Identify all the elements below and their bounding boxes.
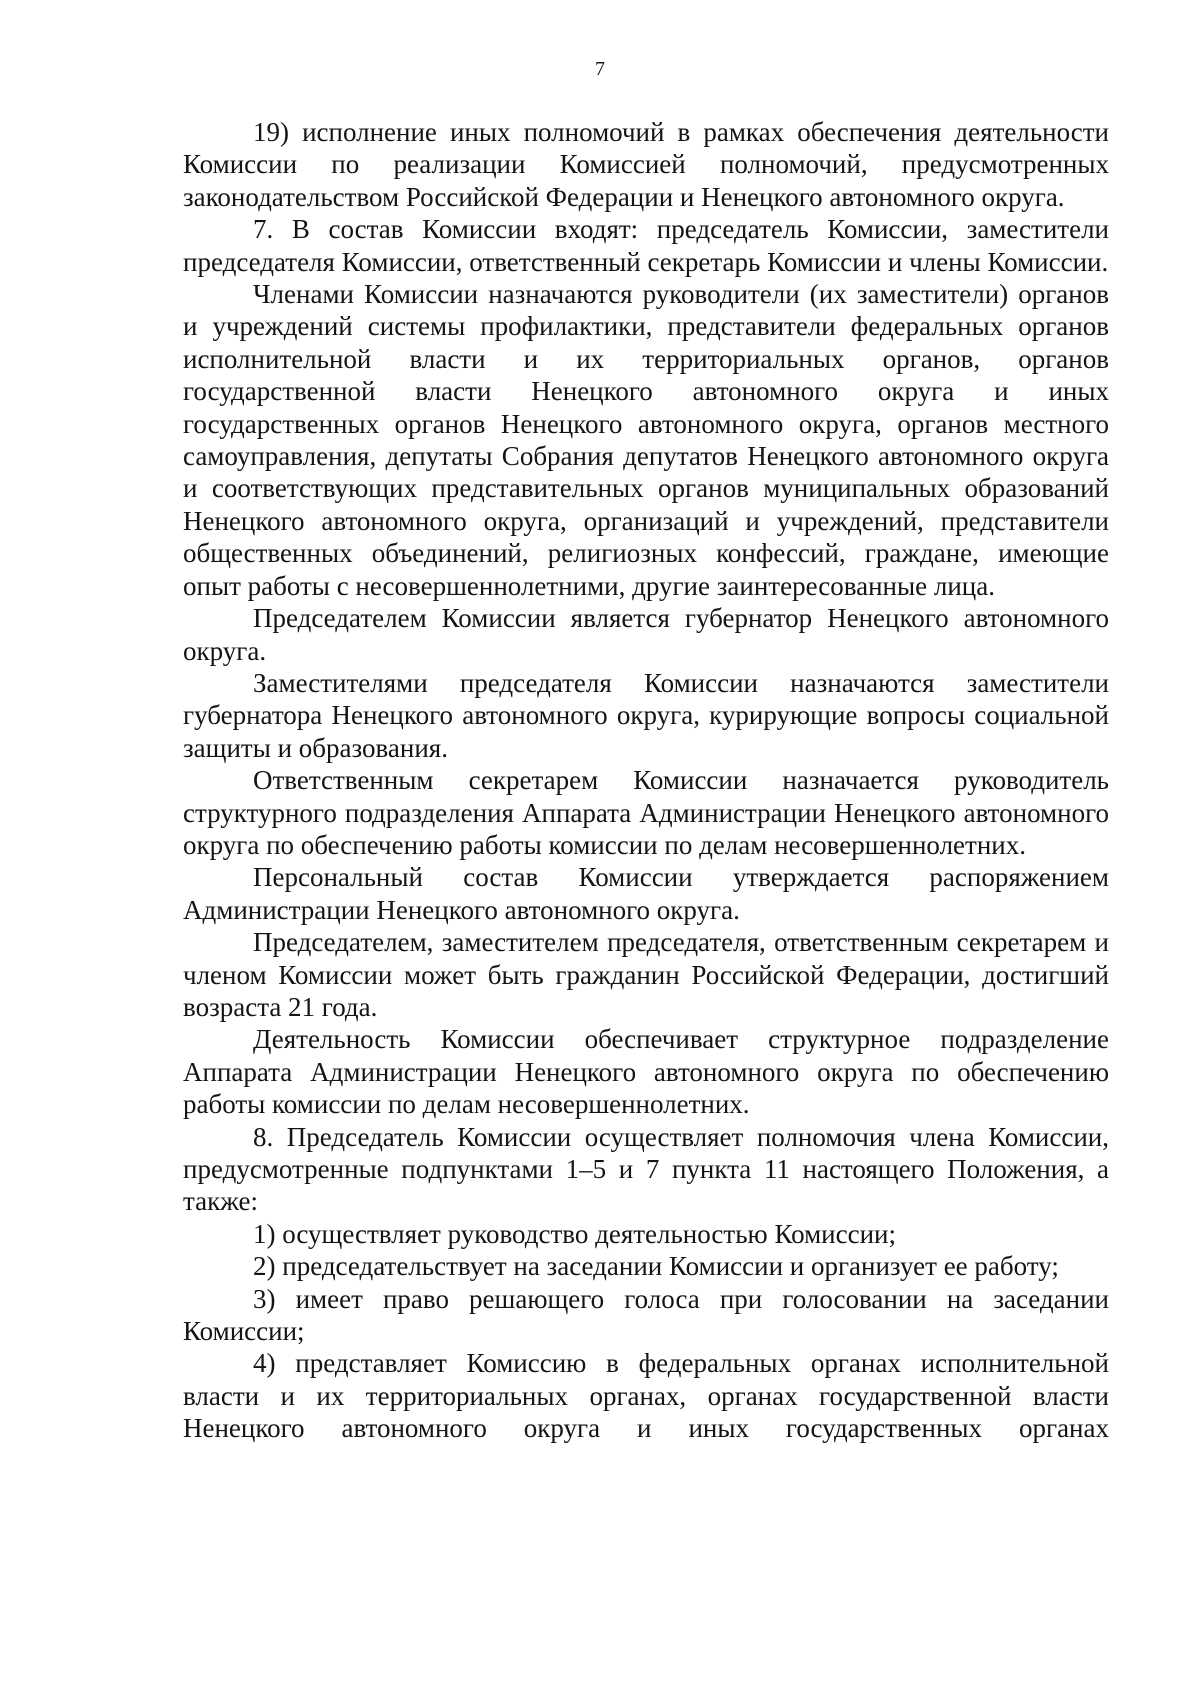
paragraph-deputies: Заместителями председателя Комиссии назначаются заместители губернатора Ненецкого автономного округа, курирующие вопросы социальной защиты и образования. [183, 667, 1109, 763]
paragraph-subitem-2: 2) председательствует на заседании Комиссии и организует ее работу; [253, 1251, 1059, 1282]
paragraph-chairman: Председателем Комиссии является губернатор Ненецкого автономного округа. [183, 603, 1109, 666]
document-body [183, 116, 1109, 1445]
page-number: 7 [595, 58, 605, 80]
paragraph-subitem-3: 3) имеет право решающего голоса при голосовании на заседании Комиссии; [183, 1283, 1109, 1347]
paragraph-support: Деятельность Комиссии обеспечивает структурное подразделение Аппарата Администрации Ненецкого автономного округа по обеспечению работы комиссии по делам несовершеннолетних. [183, 1024, 1109, 1120]
paragraph-clause-7: 7. В состав Комиссии входят: председатель Комиссии, заместители председателя Комиссии, ответственный секретарь Комиссии и члены Комиссии. [183, 214, 1109, 277]
paragraph-members: Членами Комиссии назначаются руководители (их заместители) органов и учреждений системы профилактики, представители федеральных органов исполнительной власти и их территориальных органов, органов государственной власти Ненецкого автономного округа и иных государственных органов Ненецкого автономного округа, органов местного самоуправления, депутаты Собрания депутатов Ненецкого автономного округа и соответствующих представительных органов муниципальных образований Ненецкого автономного округа, организаций и учреждений, представители общественных объединений, религиозных конфессий, граждане, имеющие опыт работы с несовершеннолетними, другие заинтересованные лица. [183, 279, 1109, 601]
paragraph-age-requirement: Председателем, заместителем председателя, ответственным секретарем и членом Комиссии может быть гражданин Российской Федерации, достигший возраста 21 года. [183, 927, 1109, 1022]
paragraph-secretary: Ответственным секретарем Комиссии назначается руководитель структурного подразделения Аппарата Администрации Ненецкого автономного округа по обеспечению работы комиссии по делам несовершеннолетних. [183, 765, 1109, 860]
paragraph-clause-8: 8. Председатель Комиссии осуществляет полномочия члена Комиссии, предусмотренные подпунктами 1–5 и 7 пункта 11 настоящего Положения, а также: [183, 1121, 1109, 1217]
paragraph-item-19: 19) исполнение иных полномочий в рамках обеспечения деятельности Комиссии по реализации Комиссией полномочий, предусмотренных законодательством Российской Федерации и Ненецкого автономного округа. [183, 117, 1109, 212]
paragraph-subitem-4: 4) представляет Комиссию в федеральных органах исполнительной власти и их территориальных органах, органах государственной власти Ненецкого автономного округа и иных государственных органах [183, 1348, 1109, 1444]
paragraph-subitem-1: 1) осуществляет руководство деятельностью Комиссии; [253, 1218, 897, 1249]
paragraph-personal-composition: Персональный состав Комиссии утверждается распоряжением Администрации Ненецкого автономного округа. [183, 862, 1109, 925]
